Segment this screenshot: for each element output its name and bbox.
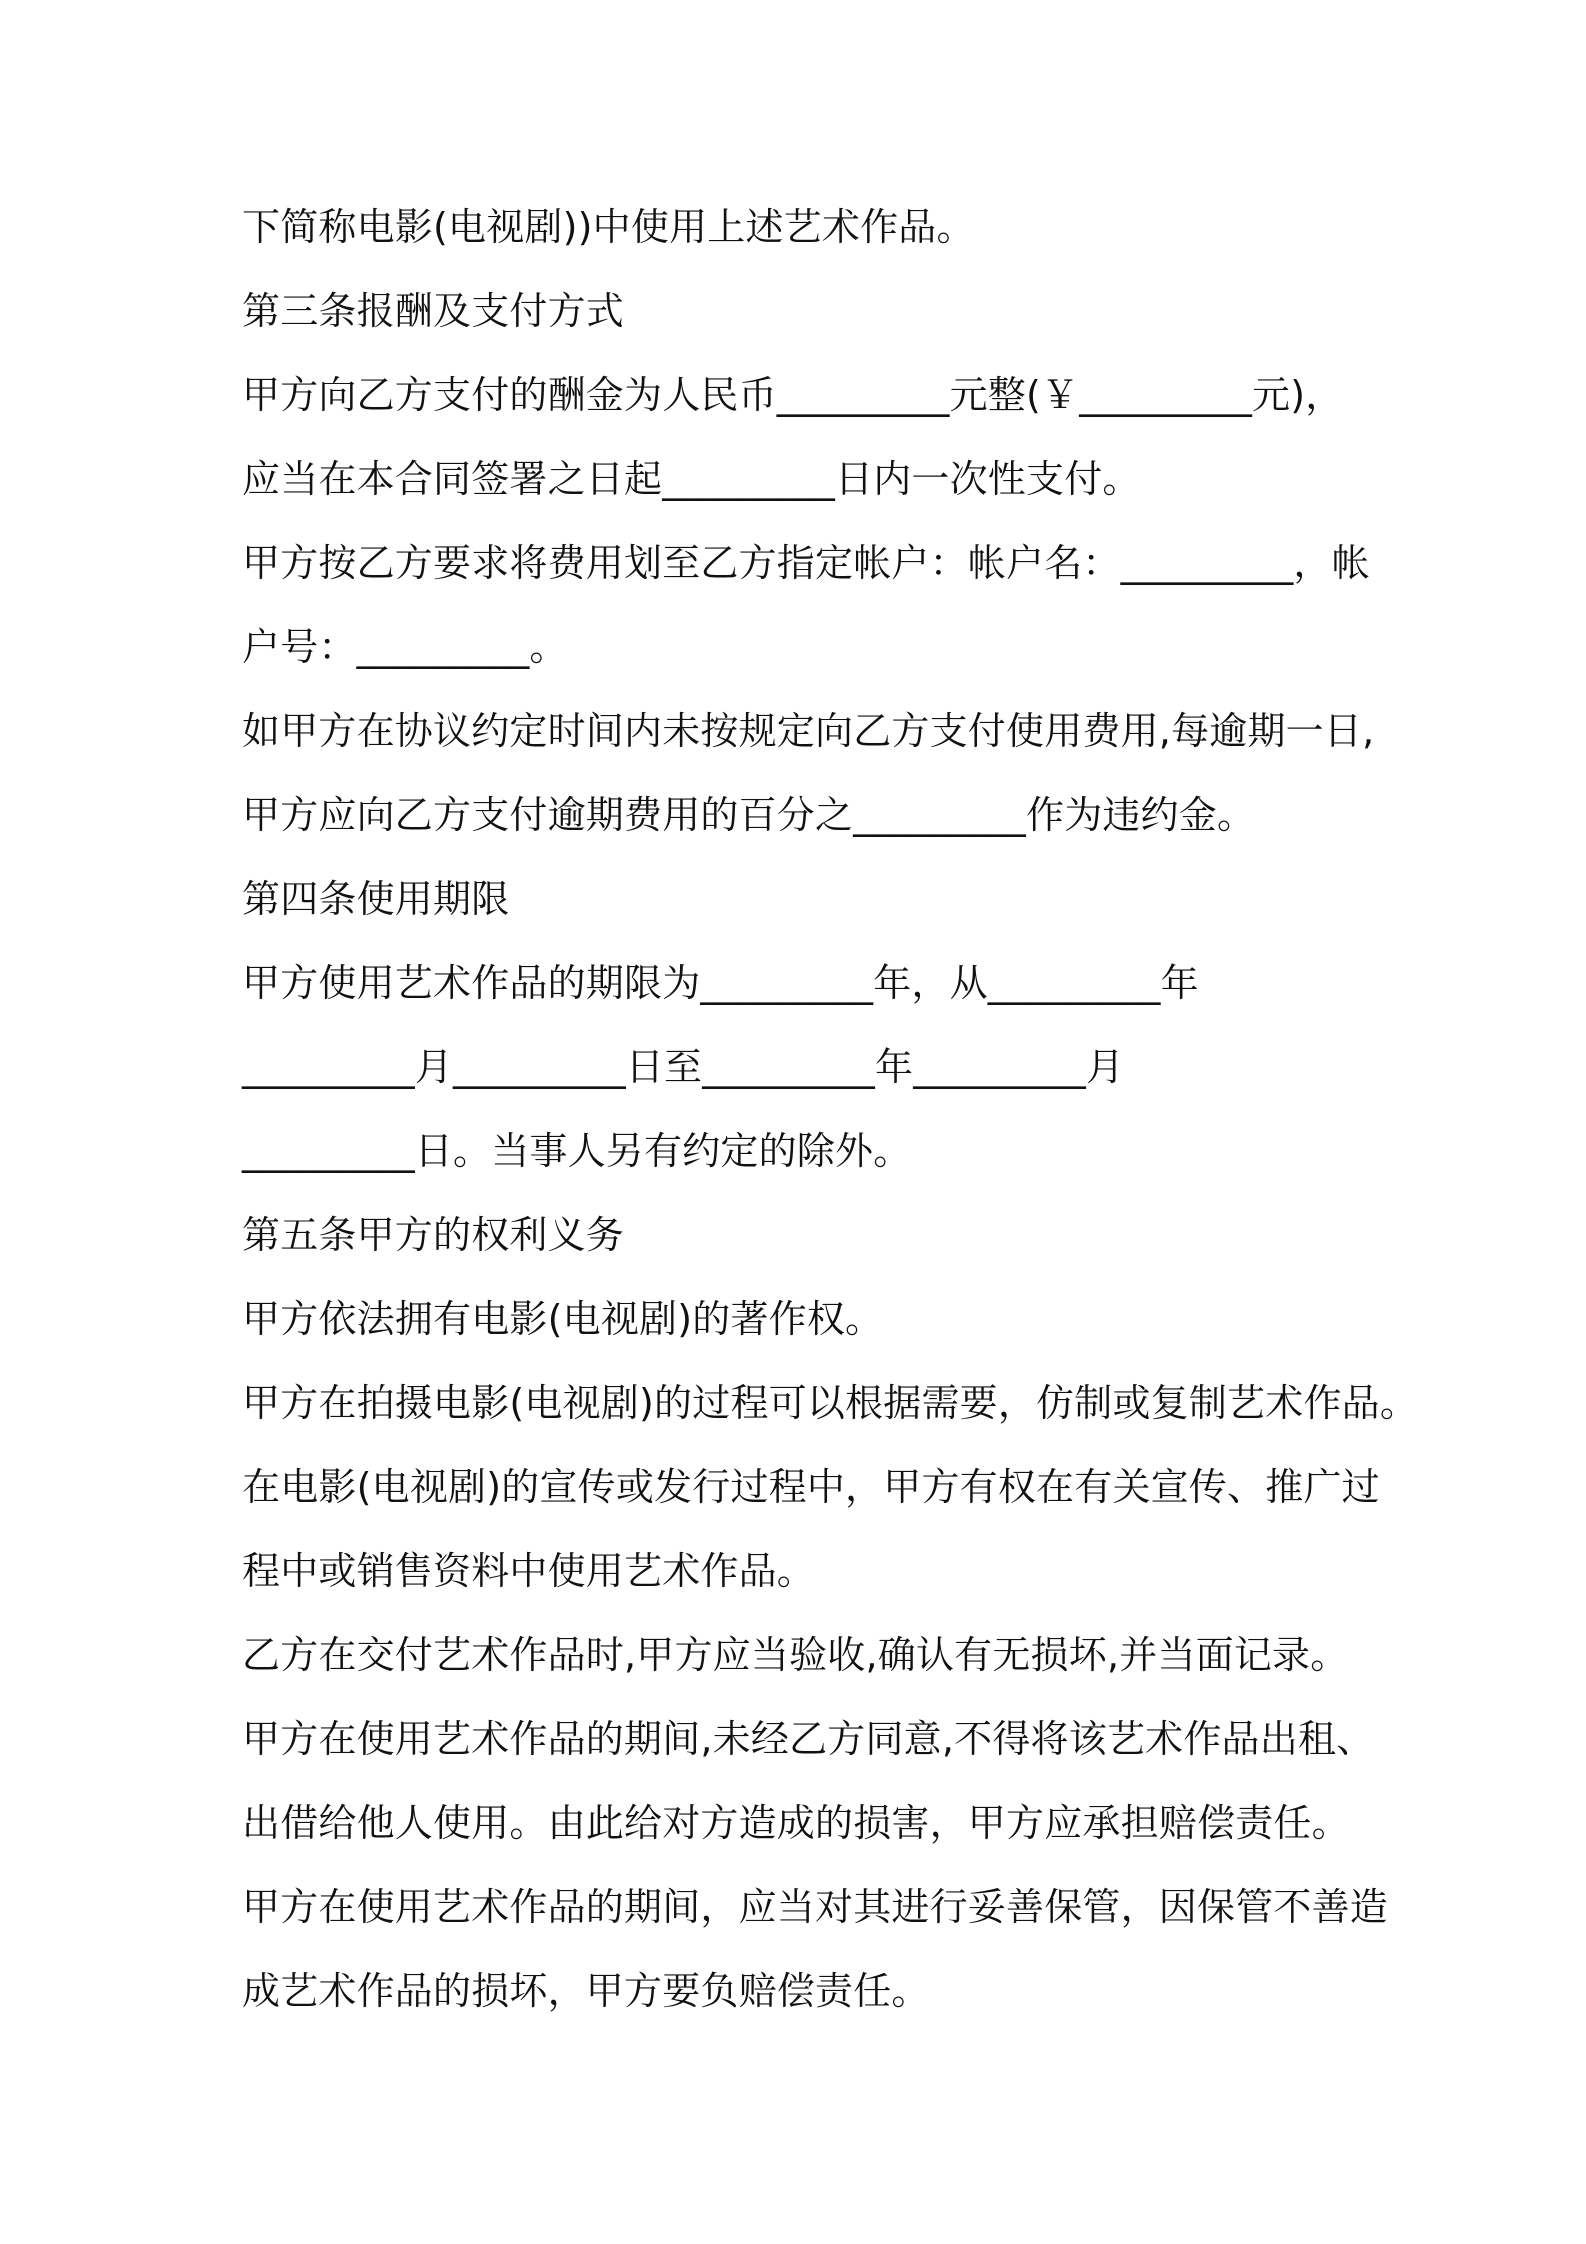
text-line: 在电影(电视剧)的宣传或发行过程中，甲方有权在有关宣传、推广过	[242, 1465, 1380, 1509]
text-line: _________月_________日至_________年_________月	[242, 1045, 1125, 1089]
text-line: 甲方向乙方支付的酬金为人民币_________元整(￥_________元)，	[242, 373, 1344, 417]
text-line: 户号：_________。	[242, 625, 568, 669]
document-body	[242, 202, 1419, 2050]
text-line: 成艺术作品的损坏，甲方要负赔偿责任。	[242, 1969, 930, 2013]
text-line: _________日。当事人另有约定的除外。	[242, 1129, 912, 1173]
text-line: 应当在本合同签署之日起_________日内一次性支付。	[242, 457, 1141, 501]
text-line: 下简称电影(电视剧))中使用上述艺术作品。	[242, 205, 975, 249]
text-line: 程中或销售资料中使用艺术作品。	[242, 1549, 816, 1593]
text-line: 甲方使用艺术作品的期限为_________年，从_________年	[242, 961, 1199, 1005]
text-line: 出借给他人使用。由此给对方造成的损害，甲方应承担赔偿责任。	[242, 1801, 1350, 1845]
text-line: 甲方依法拥有电影(电视剧)的著作权。	[242, 1297, 884, 1341]
text-line: 甲方按乙方要求将费用划至乙方指定帐户：帐户名：_________，帐	[242, 541, 1370, 585]
section-heading-rights: 第五条甲方的权利义务	[242, 1213, 625, 1257]
text-line: 甲方在使用艺术作品的期间，应当对其进行妥善保管，因保管不善造	[242, 1885, 1389, 1929]
text-line: 乙方在交付艺术作品时,甲方应当验收,确认有无损坏,并当面记录。	[242, 1633, 1349, 1677]
section-heading-term: 第四条使用期限	[242, 877, 510, 921]
text-line: 甲方在使用艺术作品的期间,未经乙方同意,不得将该艺术作品出租、	[242, 1717, 1375, 1761]
text-line: 甲方在拍摄电影(电视剧)的过程可以根据需要，仿制或复制艺术作品。	[242, 1381, 1419, 1425]
text-line: 如甲方在协议约定时间内未按规定向乙方支付使用费用,每逾期一日,	[242, 709, 1375, 753]
text-line: 甲方应向乙方支付逾期费用的百分之_________作为违约金。	[242, 793, 1256, 837]
section-heading-payment: 第三条报酬及支付方式	[242, 289, 625, 333]
